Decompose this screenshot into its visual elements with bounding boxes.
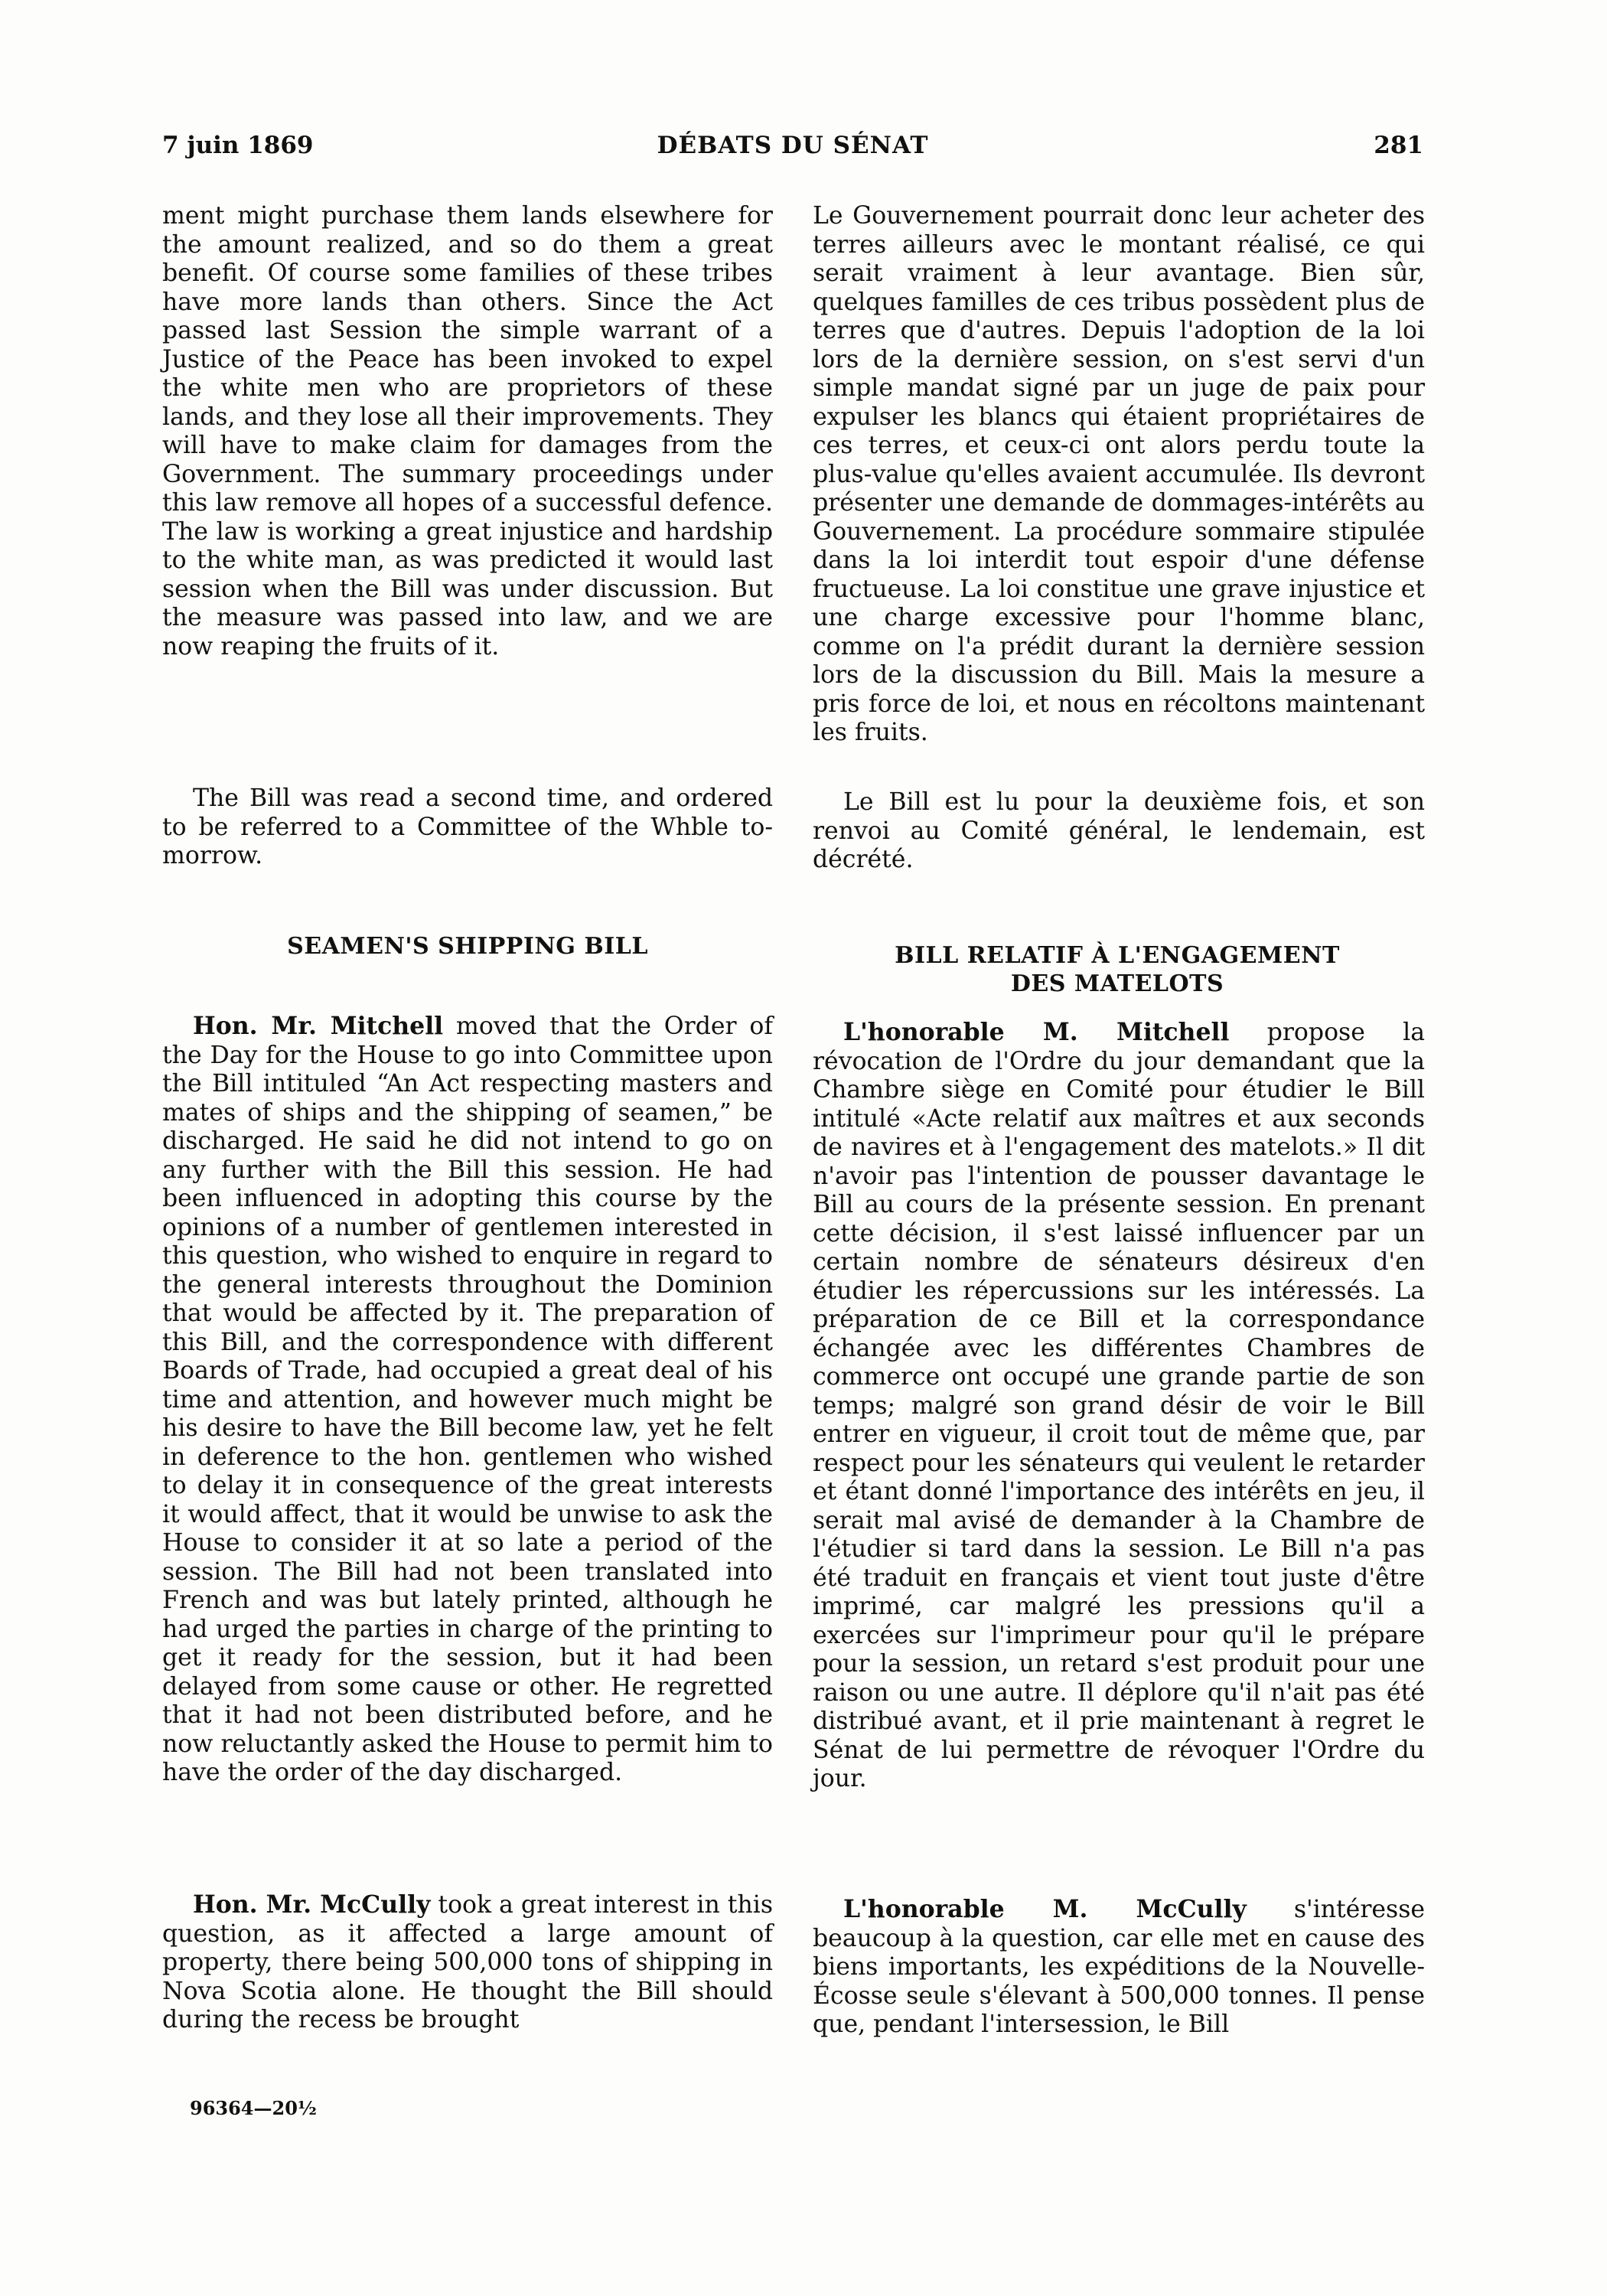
right-p4-speaker: L'honorable M. McCully [843,1895,1247,1923]
left-p3-text: moved that the Order of the Day for the House to go into Committee upon the Bill intituled “An Act respecting masters and mates of ships and the shipping of seamen,” be discharged. He said he did not intend to go on any further with the Bill this session. He had been influenced in adopting this course by the opinions of a number of gentlemen interested in this question, who wished to enquire in regard to the general interests throughout the Dominion that would be affected by it. The preparation of this Bill, and the correspondence with different Boards of Trade, had occupied a great deal of his time and attention, and however much might be his desire to have the Bill become law, yet he felt in deference to the hon. gentlemen who wished to delay it in consequence of the great interests it would affect, that it would be unwise to ask the House to consider it at so late a period of the session. The Bill had not been translated into French and was but lately printed, although he had urged the parties in charge of the printing to get it ready for the session, but it had been delayed from some cause or other. He regretted that it had not been distributed before, and he now reluctantly asked the House to permit him to have the order of the day discharged. [162,1013,773,1786]
left-p4 [162,1890,773,2035]
footer-print-code: 96364—20½ [190,2097,317,2119]
left-p2-text: The Bill was read a second time, and ordered to be referred to a Committee of the Whble to-morrow. [162,784,773,869]
right-p4 [813,1895,1425,2040]
right-p3 [813,1018,1425,1794]
right-paragraph-2 [813,788,1425,875]
right-section-heading [842,941,1393,998]
right-heading-line-2: DES MATELOTS [1010,970,1224,997]
left-section-heading: SEAMEN'S SHIPPING BILL [287,933,648,960]
right-paragraph-4 [813,1895,1425,2040]
page-header [162,132,1423,170]
left-p1-text: ment might purchase them lands elsewhere for the amount realized, and so do them a great benefit. Of course some families of these tribes have more lands than others. Since the Act passed last Session the simple warrant of a Justice of the Peace has been invoked to expel the white men who are proprietors of these lands, and they lose all their improvements. They will have to make claim for damages from the Government. The summary proceedings under this law remove all hopes of a successful defence. The law is working a great injustice and hardship to the white man, as was predicted it would last session when the Bill was under discussion. But the measure was passed into law, and we are now reaping the fruits of it. [162,202,773,660]
left-paragraph-2 [162,784,773,871]
left-p4-speaker: Hon. Mr. McCully [193,1890,431,1919]
right-p3-speaker: L'honorable M. Mitchell [843,1018,1230,1046]
left-paragraph-1 [162,202,773,661]
right-p1-text: Le Gouvernement pourrait donc leur acheter des terres ailleurs avec le montant réalisé, ce qui serait vraiment à leur avantage. Bien sûr, quelques familles de ces tribus possèdent plus de terres que d'autres. Depuis l'adoption de la loi lors de la dernière session, on s'est servi d'un simple mandat signé par un juge de paix pour expulser les blancs qui étaient propriétaires de ces terres, et ceux-ci ont alors perdu toute la plus-value qu'elles avaient accumulée. Ils devront présenter une demande de dommages-intérêts au Gouvernement. La procédure sommaire stipulée dans la loi interdit tout espoir d'une défense fructueuse. La loi constitue une grave injustice et une charge excessive pour l'homme blanc, comme on l'a prédit durant la dernière session lors de la discussion du Bill. Mais la mesure a pris force de loi, et nous en récoltons maintenant les fruits. [813,202,1425,746]
header-date: 7 juin 1869 [162,132,314,159]
left-p3-speaker: Hon. Mr. Mitchell [193,1012,444,1040]
right-p4-text: s'intéresse beaucoup à la question, car elle met en cause des biens importants, les expéditions de la Nouvelle-Écosse seule s'élevant à 500,000 tonnes. Il pense que, pendant l'intersession, le Bill [813,1896,1425,2038]
left-p4-text: took a great interest in this question, as it affected a large amount of property, there being 500,000 tons of shipping in Nova Scotia alone. He thought the Bill should during the recess be brought [162,1891,773,2033]
right-paragraph-3 [813,1018,1425,1794]
right-paragraph-1 [813,202,1425,748]
left-paragraph-4 [162,1890,773,2035]
page-number: 281 [1374,132,1423,159]
left-p3 [162,1012,773,1788]
left-paragraph-3 [162,1012,773,1788]
right-p3-text: propose la révocation de l'Ordre du jour demandant que la Chambre siège en Comité pour étudier le Bill intitulé «Acte relatif aux maîtres et aux seconds de navires et à l'engagement des matelots.» Il dit n'avoir pas l'intention de pousser davantage le Bill au cours de la présente session. En prenant cette décision, il s'est laissé influencer par un certain nombre de sénateurs désireux d'en étudier les répercussions sur les intéressés. La préparation de ce Bill et la correspondance échangée avec les différentes Chambres de commerce ont occupé une grande partie de son temps; malgré son grand désir de voir le Bill entrer en vigueur, il croit tout de même que, par respect pour les sénateurs qui veulent le retarder et étant donné l'importance des intérêts en jeu, il serait mal avisé de demander à la Chambre de l'étudier si tard dans la session. Le Bill n'a pas été traduit en français et vient tout juste d'être imprimé, car malgré les pressions qu'il a exercées sur l'imprimeur pour qu'il le prépare pour la session, un retard s'est produit pour une raison ou une autre. Il déplore qu'il n'ait pas été distribué avant, et il prie maintenant à regret le Sénat de lui permettre de révoquer l'Ordre du jour. [813,1019,1425,1792]
header-title: DÉBATS DU SÉNAT [657,132,929,159]
right-heading-line-1: BILL RELATIF À L'ENGAGEMENT [895,942,1340,969]
right-p2-text: Le Bill est lu pour la deuxième fois, et son renvoi au Comité général, le lendemain, est décrété. [813,788,1425,873]
